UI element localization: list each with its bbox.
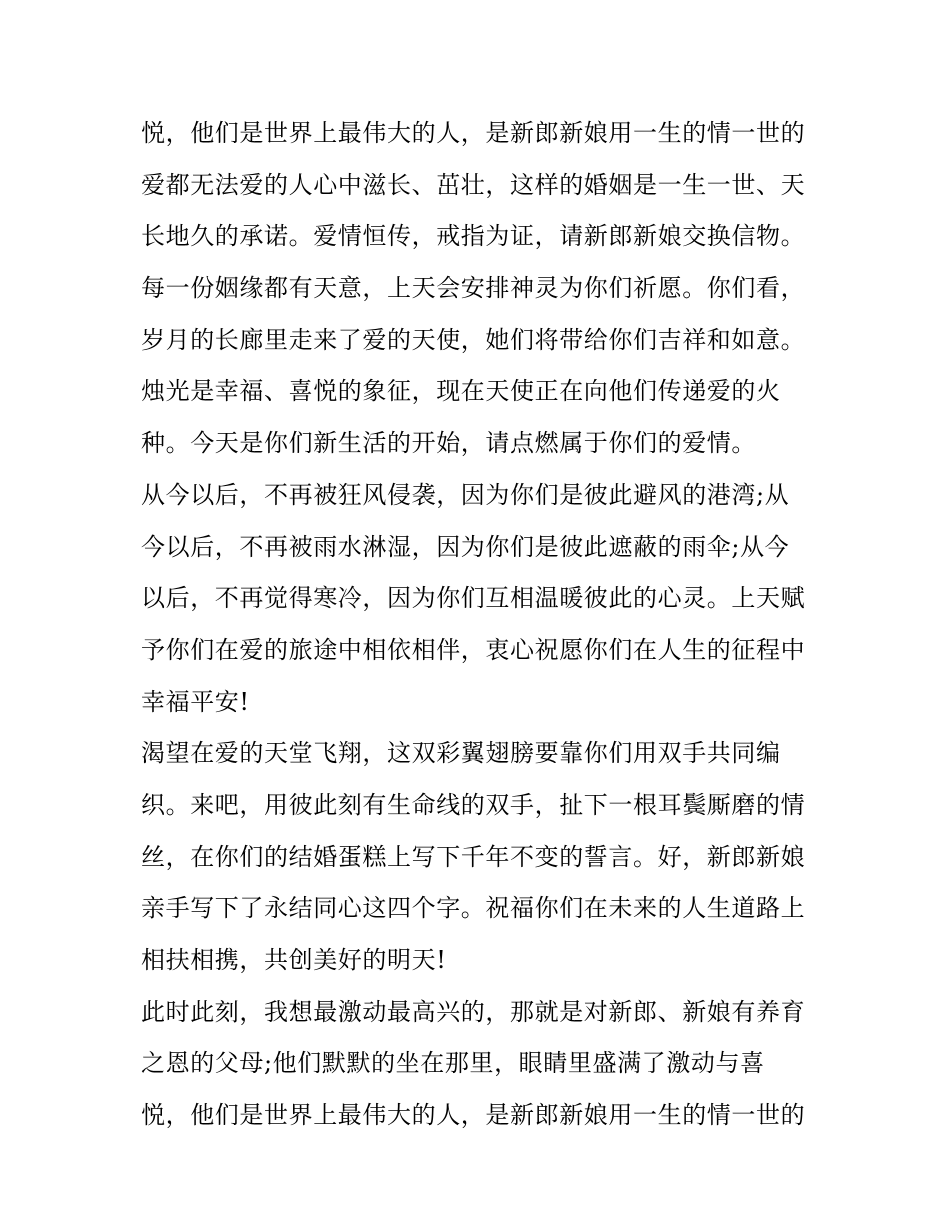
text-line-7: 种。今天是你们新生活的开始，请点燃属于你们的爱情。 xyxy=(141,429,756,458)
text-line-5: 岁月的长廊里走来了爱的天使，她们将带给你们吉祥和如意。 xyxy=(141,325,806,354)
text-line-17: 相扶相携，共创美好的明天! xyxy=(141,946,447,974)
text-line-3: 长地久的承诺。爱情恒传，戒指为证，请新郎新娘交换信物。 xyxy=(141,222,806,251)
body-text xyxy=(141,108,821,1142)
text-line-1: 悦，他们是世界上最伟大的人，是新郎新娘用一生的情一世的 xyxy=(141,119,806,147)
text-line-18: 此时此刻，我想最激动最高兴的，那就是对新郎、新娘有养育 xyxy=(141,997,806,1026)
text-line-10: 以后，不再觉得寒冷，因为你们互相温暖彼此的心灵。上天赋 xyxy=(141,584,806,613)
text-line-19: 之恩的父母;他们默默的坐在那里，眼睛里盛满了激动与喜 xyxy=(141,1049,765,1078)
text-line-16: 亲手写下了永结同心这四个字。祝福你们在未来的人生道路上 xyxy=(141,894,806,923)
text-line-12: 幸福平安! xyxy=(141,687,250,716)
text-line-15: 丝，在你们的结婚蛋糕上写下千年不变的誓言。好，新郎新娘 xyxy=(141,842,806,871)
text-line-6: 烛光是幸福、喜悦的象征，现在天使正在向他们传递爱的火 xyxy=(141,377,781,406)
text-line-20: 悦，他们是世界上最伟大的人，是新郎新娘用一生的情一世的 xyxy=(141,1101,806,1130)
text-line-11: 予你们在爱的旅途中相依相伴，衷心祝愿你们在人生的征程中 xyxy=(141,635,806,664)
text-line-9: 今以后，不再被雨水淋湿，因为你们是彼此遮蔽的雨伞;从今 xyxy=(141,532,790,561)
text-line-4: 每一份姻缘都有天意，上天会安排神灵为你们祈愿。你们看， xyxy=(141,274,806,303)
text-line-2: 爱都无法爱的人心中滋长、茁壮，这样的婚姻是一生一世、天 xyxy=(141,170,806,199)
text-line-13: 渴望在爱的天堂飞翔，这双彩翼翅膀要靠你们用双手共同编 xyxy=(141,739,781,768)
text-line-14: 织。来吧，用彼此刻有生命线的双手，扯下一根耳鬓厮磨的情 xyxy=(141,790,806,819)
text-line-8: 从今以后，不再被狂风侵袭，因为你们是彼此避风的港湾;从 xyxy=(141,480,790,509)
